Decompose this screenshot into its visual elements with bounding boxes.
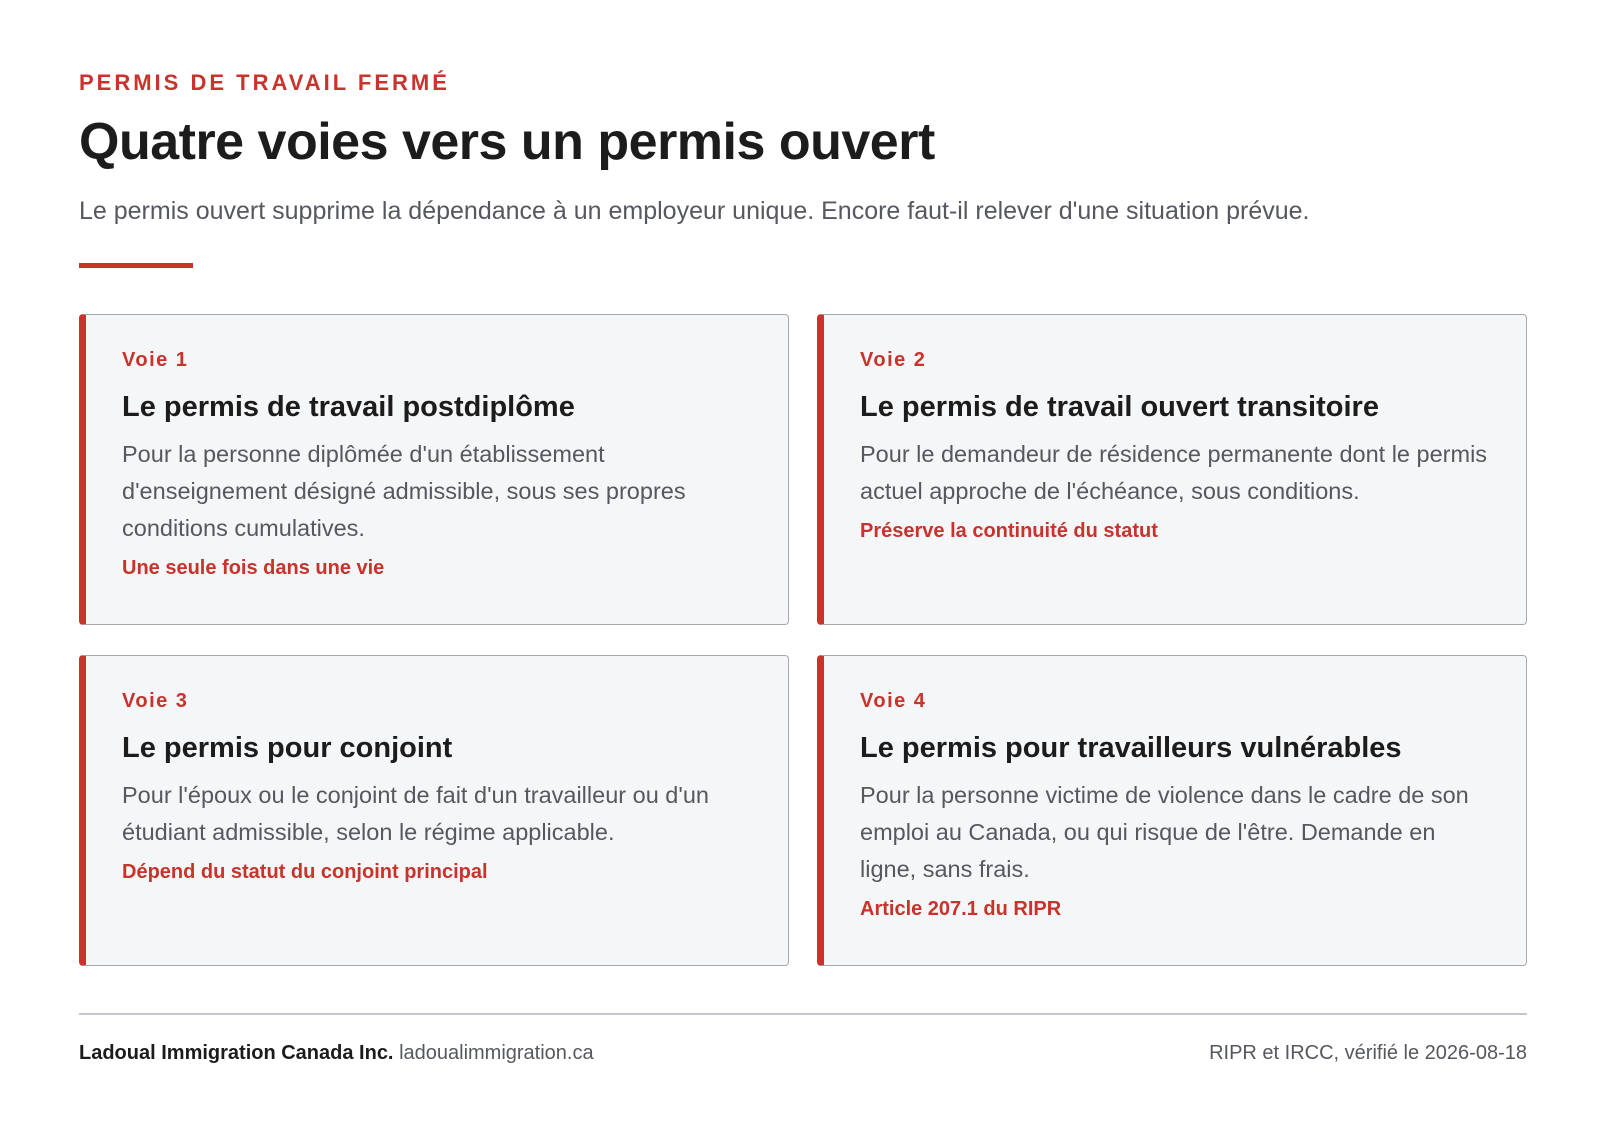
card-title: Le permis pour conjoint <box>122 732 453 764</box>
card-voie-1 <box>79 314 789 625</box>
page-title: Quatre voies vers un permis ouvert <box>79 113 935 171</box>
card-kicker: Voie 3 <box>122 690 189 712</box>
page-subtitle: Le permis ouvert supprime la dépendance à un employeur unique. Encore faut-il relever d'une situation prévue. <box>79 197 1310 225</box>
card-description: Pour la personne victime de violence dans le cadre de son emploi au Canada, ou qui risque de l'être. Demande en ligne, sans frais. <box>860 782 1469 882</box>
footer-credit <box>79 1042 594 1065</box>
card-description: Pour la personne diplômée d'un établissement d'enseignement désigné admissible, sous ses propres conditions cumulatives. <box>122 441 686 541</box>
card-title: Le permis de travail postdiplôme <box>122 391 575 423</box>
card-kicker: Voie 4 <box>860 690 927 712</box>
card-description: Pour le demandeur de résidence permanente dont le permis actuel approche de l'échéance, sous conditions. <box>860 441 1488 504</box>
accent-divider <box>79 263 193 268</box>
footer-organization: Ladoual Immigration Canada Inc. <box>79 1042 394 1064</box>
card-note: Préserve la continuité du statut <box>860 520 1158 542</box>
card-kicker: Voie 1 <box>122 349 189 371</box>
card-note: Dépend du statut du conjoint principal <box>122 861 488 883</box>
card-title: Le permis pour travailleurs vulnérables <box>860 732 1402 764</box>
page <box>79 0 1527 1134</box>
card-note: Article 207.1 du RIPR <box>860 898 1062 920</box>
eyebrow-label: PERMIS DE TRAVAIL FERMÉ <box>79 70 450 95</box>
card-voie-2 <box>817 314 1527 625</box>
footer-website: ladoualimmigration.ca <box>399 1042 594 1064</box>
card-kicker: Voie 2 <box>860 349 927 371</box>
card-voie-3 <box>79 655 789 966</box>
card-voie-4 <box>817 655 1527 966</box>
card-title: Le permis de travail ouvert transitoire <box>860 391 1379 423</box>
footer-source: RIPR et IRCC, vérifié le 2026-08-18 <box>1209 1042 1527 1064</box>
card-note: Une seule fois dans une vie <box>122 557 385 579</box>
card-description: Pour l'époux ou le conjoint de fait d'un travailleur ou d'un étudiant admissible, selon le régime applicable. <box>122 782 709 845</box>
footer-divider <box>79 1013 1527 1015</box>
